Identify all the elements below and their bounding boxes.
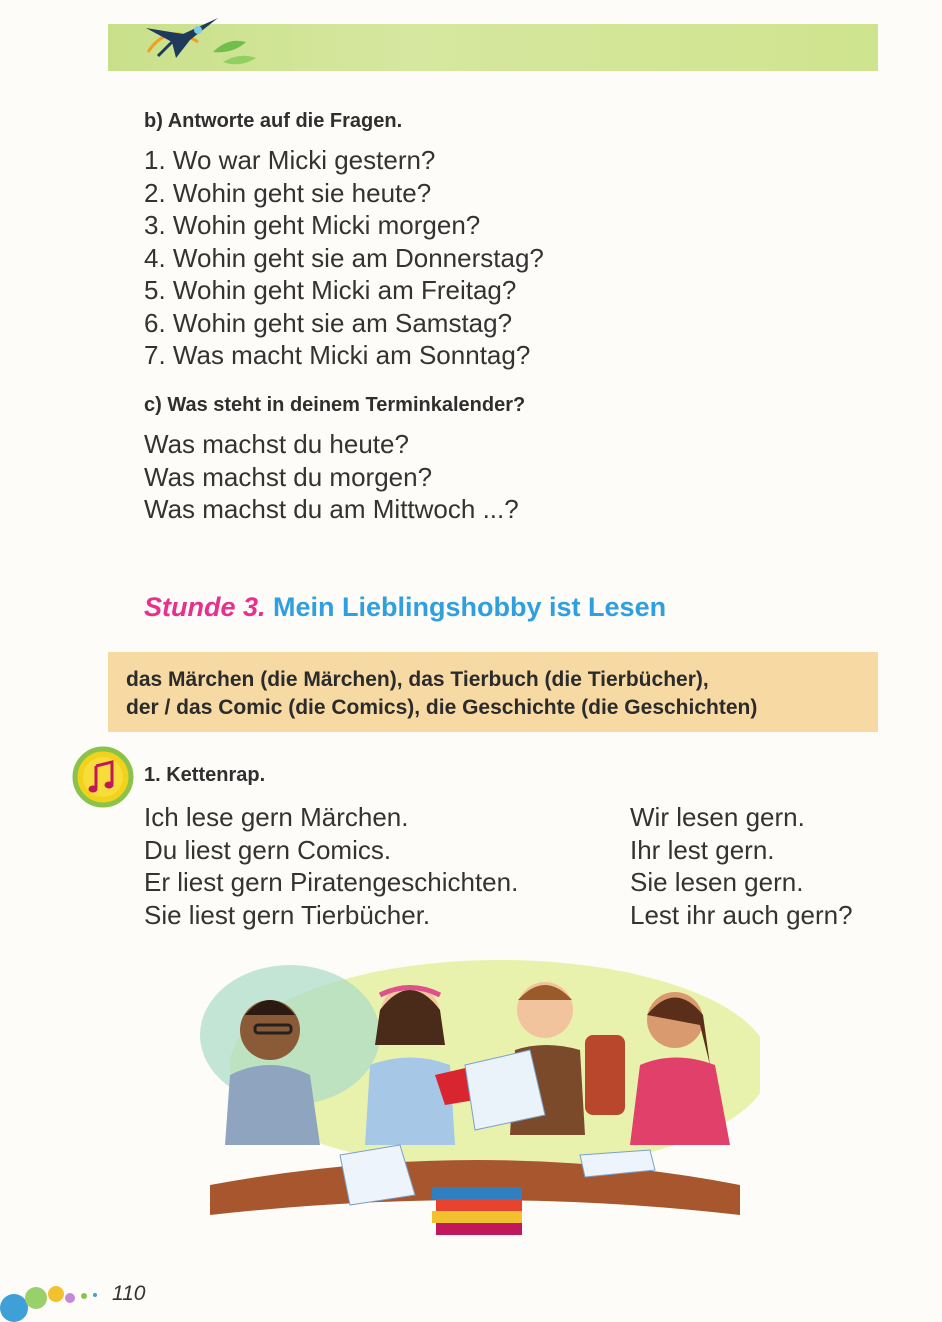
page-number: 110	[112, 1282, 146, 1305]
exercise-1-heading: 1. Kettenrap.	[144, 764, 266, 786]
vocabulary-line: der / das Comic (die Comics), die Geschichte (die Geschichten)	[126, 696, 758, 719]
list-item: 5. Wohin geht Micki am Freitag?	[144, 275, 517, 305]
list-item: 7. Was macht Micki am Sonntag?	[144, 340, 531, 370]
music-note-icon	[72, 746, 134, 808]
list-item: 1. Wo war Micki gestern?	[144, 145, 436, 175]
lesson-name: Mein Lieblingshobby ist Lesen	[273, 592, 667, 622]
list-item: Was machst du morgen?	[144, 461, 433, 492]
list-item: Ich lese gern Märchen.	[144, 802, 409, 832]
list-item: Sie lesen gern.	[630, 867, 804, 897]
list-item: 3. Wohin geht Micki morgen?	[144, 210, 481, 240]
corner-decoration	[0, 1268, 110, 1322]
section-c-heading: c) Was steht in deinem Terminkalender?	[144, 394, 526, 416]
list-item: Ihr lest gern.	[630, 834, 775, 865]
lesson-number: Stunde 3.	[144, 592, 266, 622]
list-item: 4. Wohin geht sie am Donnerstag?	[144, 242, 544, 273]
list-item: Was machst du am Mittwoch ...?	[144, 494, 519, 524]
list-item: Du liest gern Comics.	[144, 834, 392, 865]
rap-left-column	[144, 801, 518, 931]
calendar-questions	[144, 428, 519, 526]
rap-right-column	[630, 801, 853, 931]
swallow-bird-icon	[128, 12, 268, 74]
vocabulary-box	[108, 652, 878, 732]
children-reading-illustration	[200, 955, 760, 1245]
list-item: 6. Wohin geht sie am Samstag?	[144, 307, 513, 338]
list-item: Lest ihr auch gern?	[630, 899, 853, 930]
question-list	[144, 144, 544, 372]
lesson-title	[144, 592, 666, 623]
vocabulary-line: das Märchen (die Märchen), das Tierbuch (die Tierbücher),	[126, 668, 709, 691]
section-b-heading: b) Antworte auf die Fragen.	[144, 110, 403, 132]
list-item: Was machst du heute?	[144, 429, 409, 459]
list-item: Wir lesen gern.	[630, 802, 805, 832]
list-item: Er liest gern Piratengeschichten.	[144, 867, 519, 897]
list-item: 2. Wohin geht sie heute?	[144, 177, 432, 208]
list-item: Sie liest gern Tierbücher.	[144, 899, 431, 930]
